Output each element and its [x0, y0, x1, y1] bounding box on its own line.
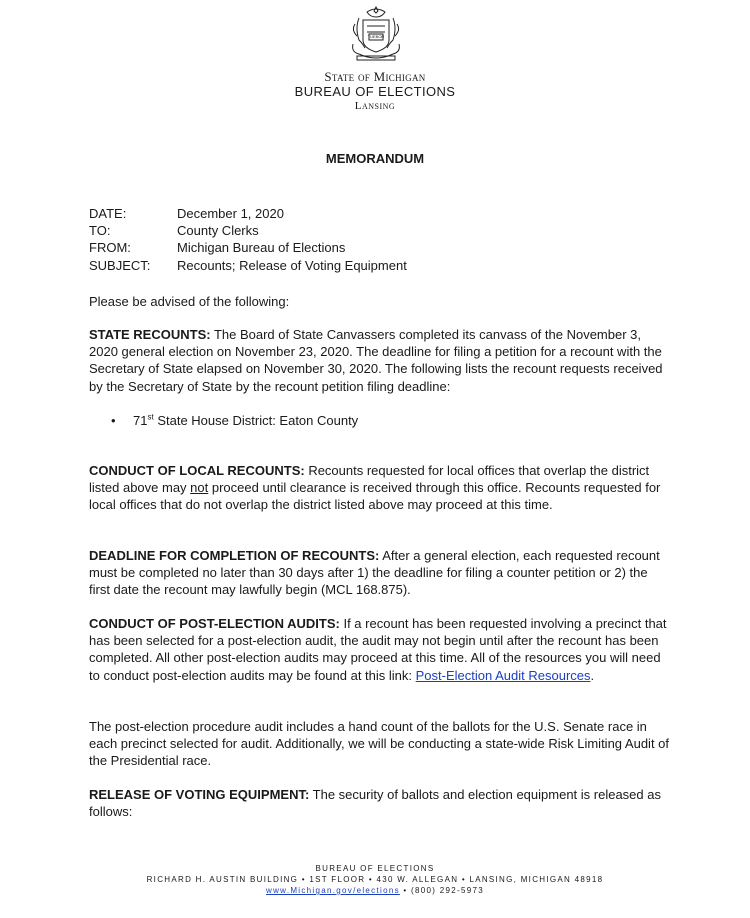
field-to [89, 222, 669, 239]
field-date [89, 205, 669, 222]
section-heading: DEADLINE FOR COMPLETION OF RECOUNTS: [89, 548, 380, 563]
deadline-paragraph: DEADLINE FOR COMPLETION OF RECOUNTS: After a general election, each requested recount must be completed no later than 30 days after 1) the deadline for filing a counter petition or 2) the first date the recount may lawfully begin (MCL 168.875). [89, 548, 660, 598]
section-heading: RELEASE OF VOTING EQUIPMENT: [89, 787, 310, 802]
footer-contact [0, 885, 750, 896]
field-value: County Clerks [177, 223, 259, 239]
audits-paragraph: CONDUCT OF POST-ELECTION AUDITS: If a recount has been requested involving a precinct that has been selected for a post-election audit, the audit may not begin until after the recount has been completed. All other post-election audits may proceed at this time. All of the resources you will need to conduct post-election audits may be found at this link: Post-Election Audit Resources. [89, 616, 667, 683]
state-recounts-paragraph [89, 326, 669, 395]
field-subject [89, 257, 669, 274]
field-value: Recounts; Release of Voting Equipment [177, 257, 407, 273]
post-election-audit-resources-link[interactable]: Post-Election Audit Resources [415, 667, 591, 683]
field-label: TO: [89, 223, 111, 239]
procedure-audit-paragraph: The post-election procedure audit includes a hand count of the ballots for the U.S. Senate race in each precinct selected for audit. Additionally, we will be conducting a state-wide Risk Limiting Audit of the Presidential race. [89, 719, 670, 769]
field-from [89, 239, 669, 256]
letterhead-state: State of Michigan [324, 69, 426, 84]
footer-bureau: BUREAU OF ELECTIONS [315, 864, 435, 873]
field-label: DATE: [89, 206, 127, 221]
paragraph-text: The Board of State Canvassers completed its canvass of the November 3, 2020 general election on November 23, 2020. The deadline for filing a petition for a recount with the Secretary of State elapsed on November 30, 2020. The following lists the recount requests received by the Secretary of State by the recount petition filing deadline: [89, 327, 663, 394]
local-recounts-paragraph: CONDUCT OF LOCAL RECOUNTS: Recounts requested for local offices that overlap the district listed above may not proceed until clearance is received through this office. Recounts requested for local offices that do not overlap the district listed above may proceed at this time. [89, 463, 661, 513]
footer-address: RICHARD H. AUSTIN BUILDING • 1ST FLOOR • 430 W. ALLEGAN • LANSING, MICHIGAN 48918 [146, 875, 604, 884]
list-item [89, 412, 669, 429]
list-item-text: 71st State House District: Eaton County [133, 412, 359, 428]
letterhead-bureau: BUREAU OF ELECTIONS [294, 84, 456, 99]
state-of-michigan-seal-icon [345, 4, 407, 64]
memo-title: MEMORANDUM [325, 151, 425, 166]
svg-text:TUEBOR: TUEBOR [367, 34, 385, 39]
intro-text: Please be advised of the following: [89, 294, 290, 309]
field-label: SUBJECT: [89, 257, 151, 273]
section-heading: STATE RECOUNTS: [89, 327, 211, 342]
release-paragraph: RELEASE OF VOTING EQUIPMENT: The security of ballots and election equipment is released as follows: [89, 787, 661, 820]
footer-phone: • (800) 292-5973 [399, 886, 484, 895]
field-value: Michigan Bureau of Elections [177, 240, 346, 256]
section-heading: CONDUCT OF LOCAL RECOUNTS: [89, 463, 305, 478]
section-heading: CONDUCT OF POST-ELECTION AUDITS: [89, 616, 340, 631]
field-label: FROM: [89, 240, 131, 256]
website-link[interactable]: www.Michigan.gov/elections [266, 886, 400, 895]
footer [0, 863, 750, 896]
memo-header-fields [89, 205, 669, 274]
bullet-icon: • [111, 413, 116, 428]
field-value: December 1, 2020 [177, 206, 284, 221]
letterhead-city: Lansing [354, 100, 396, 112]
